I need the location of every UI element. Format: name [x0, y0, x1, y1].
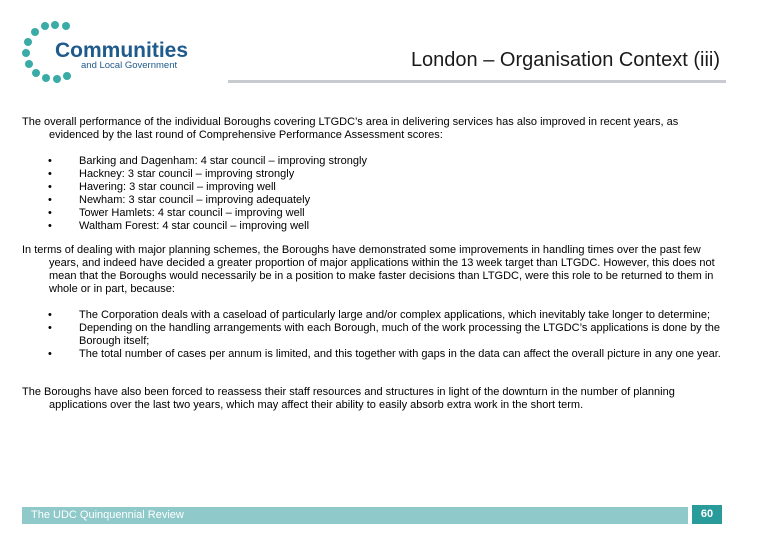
bullet-icon: •	[48, 207, 52, 219]
reason-text: The total number of cases per annum is limited, and this together with gaps in the data can affect the overall picture in any one year.	[79, 348, 721, 360]
communities-logo-mark	[22, 20, 222, 84]
logo-subtitle: and Local Government	[81, 60, 178, 71]
footer-bar: The UDC Quinquennial Review	[22, 507, 688, 524]
list-item	[22, 155, 727, 168]
list-item	[22, 322, 727, 348]
planning-paragraph: In terms of dealing with major planning schemes, the Boroughs have demonstrated some improvements in handling times over the past few years, and indeed have decided a greater proportion of major applications within the 13 week target than LTGDC. However, this does not mean that the Boroughs would necessarily be in a position to make faster decisions than LTGDC, were this role to be returned to them in whole or in part, because:	[22, 244, 715, 295]
bullet-icon: •	[48, 348, 52, 360]
bullet-icon: •	[48, 220, 52, 232]
score-text: Barking and Dagenham: 4 star council – improving strongly	[79, 155, 367, 167]
page-title: London – Organisation Context (iii)	[410, 49, 720, 71]
bullet-icon: •	[48, 181, 52, 193]
list-item	[22, 309, 727, 322]
score-text: Tower Hamlets: 4 star council – improving well	[79, 207, 305, 219]
communities-logo	[22, 20, 222, 84]
reason-text: The Corporation deals with a caseload of particularly large and/or complex applications, which inevitably take longer to determine;	[79, 309, 711, 321]
list-item	[22, 168, 727, 181]
score-text: Newham: 3 star council – improving adequately	[79, 194, 311, 206]
cpa-scores-list	[22, 155, 727, 233]
list-item	[22, 207, 727, 220]
list-item	[22, 194, 727, 207]
logo-name: Communities	[55, 39, 189, 62]
page-number: 60	[692, 505, 722, 524]
score-text: Waltham Forest: 4 star council – improving well	[79, 220, 310, 232]
closing-paragraph: The Boroughs have also been forced to reassess their staff resources and structures in light of the downturn in the number of planning applications over the last two years, which may affect their ability to easily absorb extra work in the short term.	[22, 386, 675, 411]
bullet-icon: •	[48, 155, 52, 167]
score-text: Hackney: 3 star council – improving strongly	[79, 168, 295, 180]
bullet-icon: •	[48, 309, 52, 321]
list-item	[22, 181, 727, 194]
bullet-icon: •	[48, 322, 52, 334]
bullet-icon: •	[48, 168, 52, 180]
list-item	[22, 348, 727, 361]
score-text: Havering: 3 star council – improving well	[79, 181, 276, 193]
bullet-icon: •	[48, 194, 52, 206]
title-divider	[228, 80, 726, 83]
reason-text: Depending on the handling arrangements with each Borough, much of the work processing the LTGDC’s applications is done by the Borough itself;	[79, 322, 721, 347]
main-content	[22, 116, 727, 412]
reasons-list	[22, 309, 727, 361]
intro-paragraph: The overall performance of the individual Boroughs covering LTGDC’s area in delivering services has also improved in recent years, as evidenced by the last round of Comprehensive Performance Assessment scores:	[22, 116, 679, 141]
list-item	[22, 220, 727, 233]
